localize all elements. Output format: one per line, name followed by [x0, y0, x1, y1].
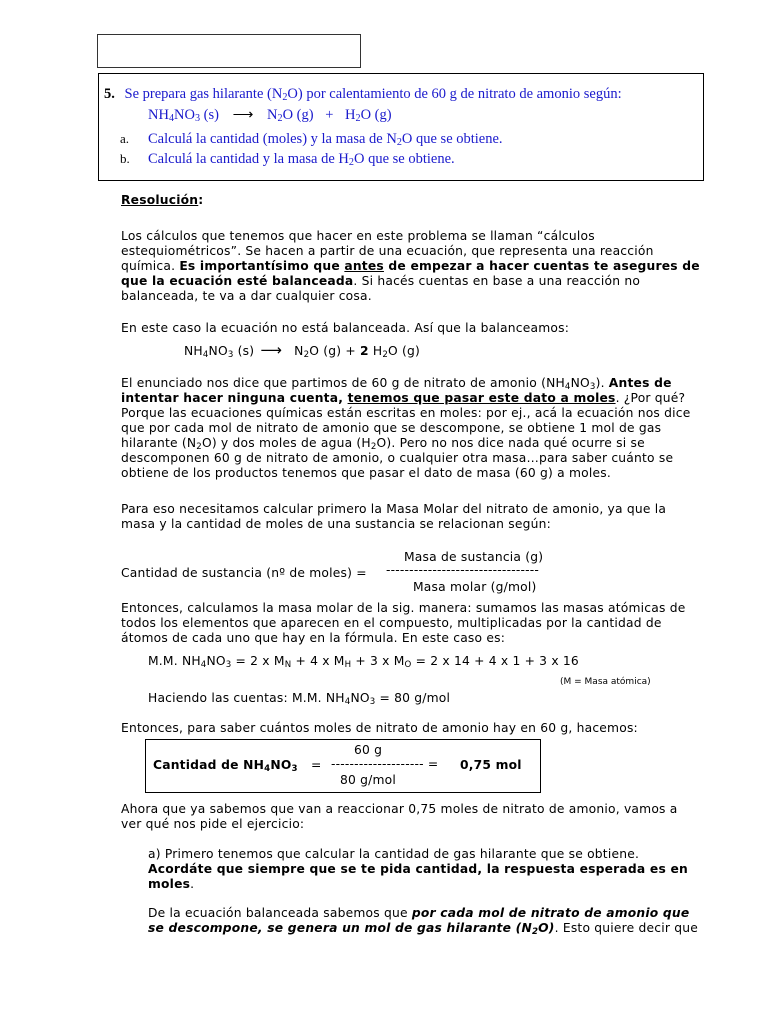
- box-lhs: Cantidad de $NH_4NO_3$: [153, 758, 298, 774]
- arrow-icon: ⟶: [232, 107, 254, 123]
- paragraph-line: El enunciado nos dice que partimos de 60 g de nitrato de amonio $(NH_4NO_3)$. Antes de: [121, 376, 672, 392]
- paragraph-line: Entonces, para saber cuántos moles de nitrato de amonio hay en 60 g, hacemos:: [121, 721, 638, 735]
- paragraph-line: a) Primero tenemos que calcular la cantidad de gas hilarante que se obtiene.: [148, 847, 640, 861]
- paragraph-line: química. Es importantísimo que antes de empezar a hacer cuentas te asegures de: [121, 259, 700, 273]
- paragraph-line: todos los elementos que aparecen en el compuesto, multiplicadas por la cantidad de: [121, 616, 662, 630]
- paragraph-line: En este caso la ecuación no está balanceada. Así que la balanceamos:: [121, 321, 570, 335]
- question-intro: 5. Se prepara gas hilarante $(N_2O)$ por calentamiento de 60 g de nitrato de amonio según:: [104, 86, 622, 103]
- paragraph-line: estequiométricos”. Se hacen a partir de una ecuación, que representa una reacción: [121, 244, 654, 258]
- paragraph-line: Porque las ecuaciones químicas están escritas en moles: por ej., acá la ecuación nos dice: [121, 406, 691, 420]
- paragraph-line: que la ecuación esté balanceada. Si hacés cuentas en base a una reacción no: [121, 274, 641, 288]
- box-result: 0,75 mol: [460, 758, 522, 772]
- molar-mass-formula: M.M. $NH_4NO_3 = 2$ x $M_N + 4$ x $M_H + 3$ x $M_O = 2$ x 14 + 4 x 1 + 3 x 16: [148, 654, 579, 670]
- paragraph-line: se descompone, se genera un mol de gas hilarante $(N_2O)$. Esto quiere decir que: [148, 921, 699, 937]
- item-a-label: a.: [120, 131, 130, 146]
- paragraph-line: obtiene de los productos tenemos que pasar el dato de masa (60 g) a moles.: [121, 466, 611, 480]
- paragraph-line: De la ecuación balanceada sabemos que por cada mol de nitrato de amonio que: [148, 906, 690, 920]
- resolution-title: Resolución:: [121, 193, 204, 207]
- paragraph-line: átomos de cada uno que hay en la fórmula. En este caso es:: [121, 631, 506, 645]
- paragraph-line: balanceada, te va a dar cualquier cosa.: [121, 289, 372, 303]
- paragraph-line: intentar hacer ninguna cuenta, tenemos que pasar este dato a moles. ¿Por qué?: [121, 391, 686, 405]
- question-equation: $NH_4NO_3$ (s) ⟶ $N_2O$ $(g) + H_2O$ (g): [148, 107, 392, 124]
- box-numerator: 60 g: [354, 743, 383, 757]
- box-bar: -------------------- =: [331, 757, 439, 771]
- paragraph-line: Entonces, calculamos la masa molar de la sig. manera: sumamos las masas atómicas de: [121, 601, 686, 615]
- balanced-equation: $NH_4NO_3$ (s) ⟶ $N_2O$ (g) + 2 $H_2O$ (g): [184, 341, 420, 360]
- paragraph-line: Ahora que ya sabemos que van a reaccionar 0,75 moles de nitrato de amonio, vamos a: [121, 802, 678, 816]
- molar-mass-note: (M = Masa atómica): [560, 677, 651, 687]
- paragraph-line: que por cada mol de nitrato de amonio que se descompone, se obtiene 1 mol de gas: [121, 421, 662, 435]
- name-field-box: [97, 34, 361, 68]
- fraction-lhs: Cantidad de sustancia (nº de moles) =: [121, 566, 367, 580]
- fraction-numerator: Masa de sustancia (g): [404, 550, 544, 564]
- arrow-icon: ⟶: [260, 341, 283, 359]
- paragraph-line: Para eso necesitamos calcular primero la Masa Molar del nitrato de amonio, ya que la: [121, 502, 667, 516]
- item-a-text: Calculá la cantidad (moles) y la masa de $N_2O$ que se obtiene.: [148, 131, 503, 148]
- question-number: 5.: [104, 86, 115, 102]
- paragraph-line: ver qué nos pide el ejercicio:: [121, 817, 305, 831]
- paragraph-line: hilarante $(N_2O)$ y dos moles de agua $(H_2O)$. Pero no nos dice nada qué ocurre si se: [121, 436, 645, 452]
- paragraph-line: moles.: [148, 877, 195, 891]
- box-denominator: 80 g/mol: [340, 773, 397, 787]
- molar-mass-result: Haciendo las cuentas: M.M. $NH_4NO_3 = 80$ g/mol: [148, 691, 451, 707]
- item-b-text: Calculá la cantidad y la masa de $H_2O$ que se obtiene.: [148, 151, 455, 168]
- fraction-bar: ---------------------------------: [386, 563, 540, 577]
- paragraph-line: descomponen 60 g de nitrato de amonio, o cualquier otra masa…para saber cuánto se: [121, 451, 674, 465]
- paragraph-line: masa y la cantidad de moles de una sustancia se relacionan según:: [121, 517, 551, 531]
- box-equals: =: [311, 758, 322, 772]
- fraction-denominator: Masa molar (g/mol): [413, 580, 537, 594]
- paragraph-line: Los cálculos que tenemos que hacer en este problema se llaman “cálculos: [121, 229, 595, 243]
- paragraph-line: Acordáte que siempre que se te pida cantidad, la respuesta esperada es en: [148, 862, 688, 876]
- item-b-label: b.: [120, 151, 130, 166]
